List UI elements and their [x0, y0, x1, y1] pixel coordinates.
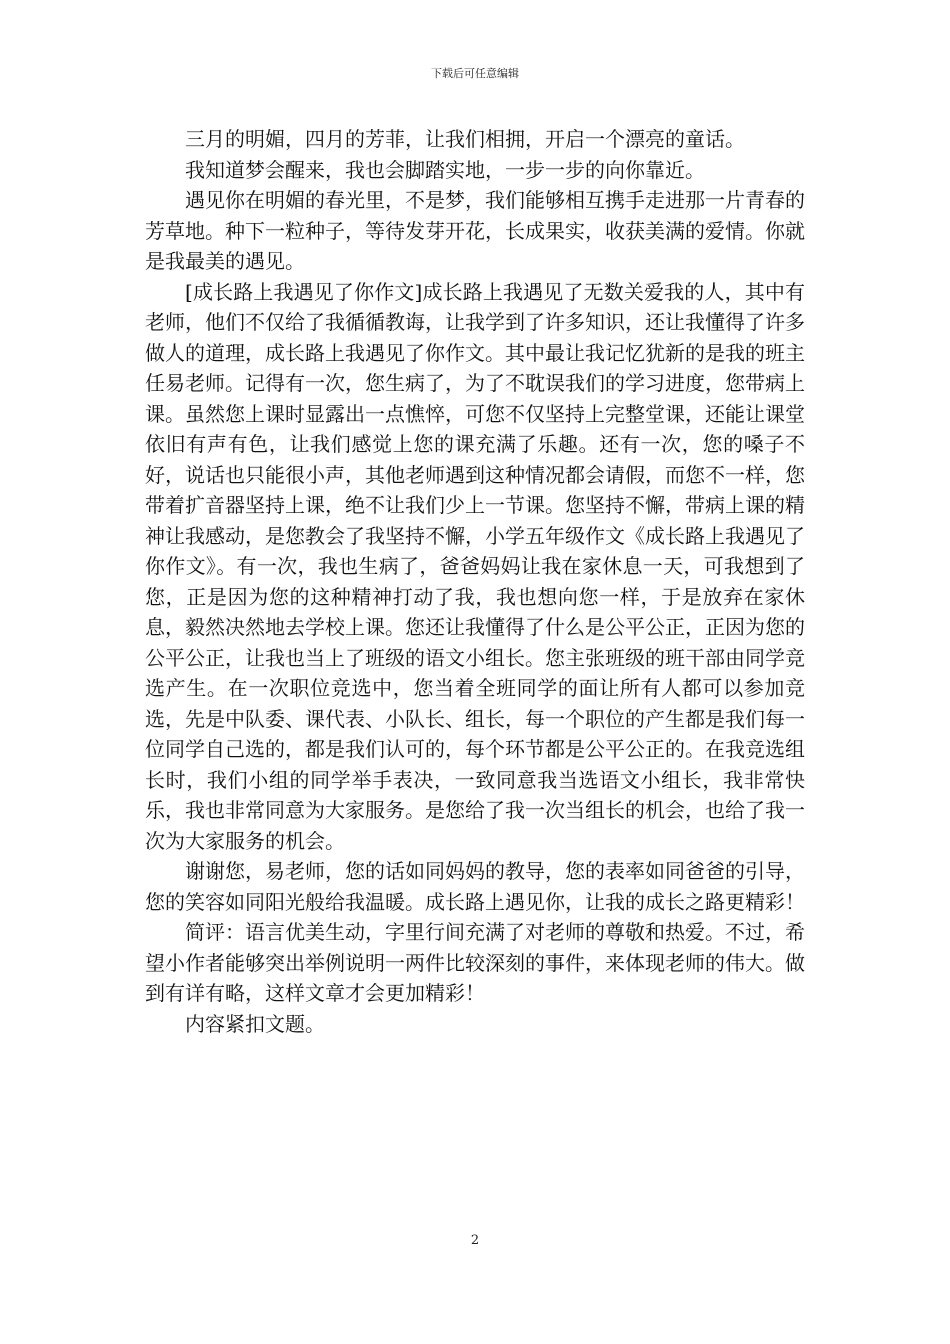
paragraph-3: 遇见你在明媚的春光里，不是梦，我们能够相互携手走进那一片青春的芳草地。种下一粒种子，等待发芽开花，长成果实，收获美满的爱情。你就是我最美的遇见。 — [145, 188, 805, 273]
paragraph-4: [成长路上我遇见了你作文]成长路上我遇见了无数关爱我的人，其中有老师，他们不仅给了我循循教诲，让我学到了许多知识，还让我懂得了许多做人的道理，成长路上我遇见了你作文。其中最让我记忆犹新的是我的班主任易老师。记得有一次，您生病了，为了不耽误我们的学习进度，您带病上课。虽然您上课时显露出一点憔悴，可您不仅坚持上完整堂课，还能让课堂依旧有声有色，让我们感觉上您的课充满了乐趣。还有一次，您的嗓子不好，说话也只能很小声，其他老师遇到这种情况都会请假，而您不一样，您带着扩音器坚持上课，绝不让我们少上一节课。您坚持不懈，带病上课的精神让我感动，是您教会了我坚持不懈，小学五年级作文《成长路上我遇见了你作文》。有一次，我也生病了，爸爸妈妈让我在家休息一天，可我想到了您，正是因为您的这种精神打动了我，我也想向您一样，于是放弃在家休息，毅然决然地去学校上课。您还让我懂得了什么是公平公正，正因为您的公平公正，让我也当上了班级的语文小组长。您主张班级的班干部由同学竞选产生。在一次职位竞选中，您当着全班同学的面让所有人都可以参加竞选，先是中队委、课代表、小队长、组长，每一个职位的产生都是我们每一位同学自己选的，都是我们认可的，每个环节都是公平公正的。在我竞选组长时，我们小组的同学举手表决，一致同意我当选语文小组长，我非常快乐，我也非常同意为大家服务。是您给了我一次当组长的机会，也给了我一次为大家服务的机会。 — [145, 279, 805, 853]
paragraph-1: 三月的明媚，四月的芳菲，让我们相拥，开启一个漂亮的童话。 — [185, 127, 745, 151]
document-body — [145, 124, 805, 1039]
paragraph-2: 我知道梦会醒来，我也会脚踏实地，一步一步的向你靠近。 — [185, 157, 705, 182]
paragraph-7: 内容紧扣文题。 — [185, 1011, 325, 1036]
paragraph-6: 简评：语言优美生动，字里行间充满了对老师的尊敬和热爱。不过，希望小作者能够突出举例说明一两件比较深刻的事件，来体现老师的伟大。做到有详有略，这样文章才会更加精彩！ — [145, 920, 805, 1005]
page-number: 2 — [470, 1233, 480, 1248]
page-header: 下载后可任意编辑 — [431, 67, 519, 80]
paragraph-5: 谢谢您，易老师，您的话如同妈妈的教导，您的表率如同爸爸的引导，您的笑容如同阳光般给我温暖。成长路上遇见你，让我的成长之路更精彩！ — [145, 859, 805, 914]
